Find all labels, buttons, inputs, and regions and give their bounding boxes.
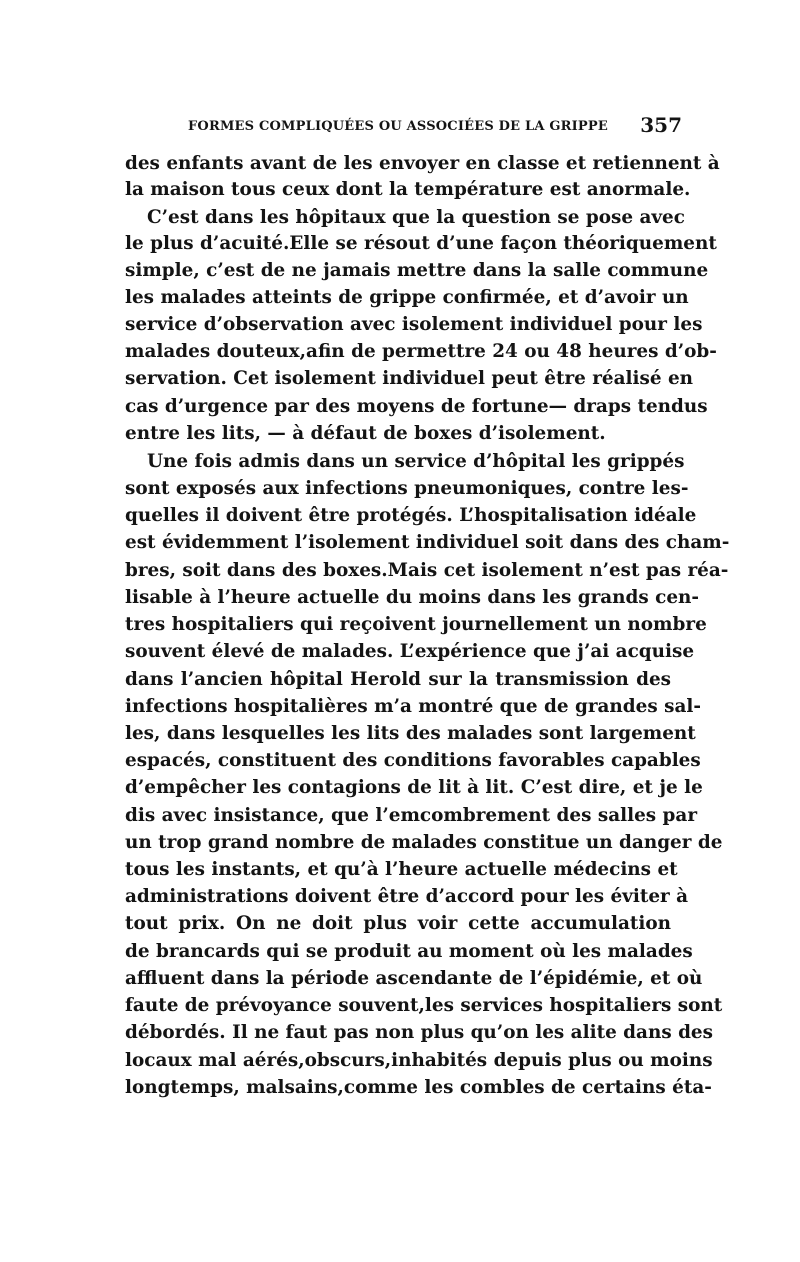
text-line: espacés, constituent des conditions favorables capables xyxy=(125,750,701,771)
text-line: débordés. Il ne faut pas non plus qu’on les alite dans des xyxy=(125,1022,713,1043)
text-line: un trop grand nombre de malades constitue un danger de xyxy=(125,832,723,853)
text-line: entre les lits, — à défaut de boxes d’isolement. xyxy=(125,423,606,444)
text-line: tous les instants, et qu’à l’heure actuelle médecins et xyxy=(125,859,678,880)
text-line: simple, c’est de ne jamais mettre dans la salle commune xyxy=(125,260,709,281)
text-line: servation. Cet isolement individuel peut être réalisé en xyxy=(125,368,694,389)
text-line: Une fois admis dans un service d’hôpital les grippés xyxy=(147,451,685,472)
text-line: service d’observation avec isolement individuel pour les xyxy=(125,314,703,335)
text-line: cas d’urgence par des moyens de fortune— draps tendus xyxy=(125,396,708,417)
text-line: d’empêcher les contagions de lit à lit. C’est dire, et je le xyxy=(125,777,703,798)
text-line: tres hospitaliers qui reçoivent journellement un nombre xyxy=(125,614,707,635)
text-line: infections hospitalières m’a montré que de grandes sal- xyxy=(125,696,702,717)
text-line: administrations doivent être d’accord pour les éviter à xyxy=(125,886,689,907)
text-line: C’est dans les hôpitaux que la question se pose avec xyxy=(147,207,685,228)
text-line: longtemps, malsains,comme les combles de certains éta- xyxy=(125,1077,712,1098)
text-line: locaux mal aérés,obscurs,inhabités depuis plus ou moins xyxy=(125,1050,713,1071)
page-number: 357 xyxy=(640,113,682,137)
text-line: souvent élevé de malades. L’expérience que j’ai acquise xyxy=(125,641,695,662)
text-line: des enfants avant de les envoyer en classe et retiennent à xyxy=(125,153,720,174)
text-line: de brancards qui se produit au moment où les malades xyxy=(125,941,693,962)
text-line: dans l’ancien hôpital Herold sur la transmission des xyxy=(125,669,671,690)
text-line: affluent dans la période ascendante de l’épidémie, et où xyxy=(125,968,703,989)
text-line: faute de prévoyance souvent,les services hospitaliers sont xyxy=(125,995,723,1016)
running-title: FORMES COMPLIQUÉES OU ASSOCIÉES DE LA GRIPPE xyxy=(188,119,608,134)
text-line: est évidemment l’isolement individuel soit dans des cham- xyxy=(125,532,730,553)
text-line: tout prix. On ne doit plus voir cette accumulation xyxy=(125,913,671,934)
text-line: le plus d’acuité.Elle se résout d’une façon théoriquement xyxy=(125,233,717,254)
text-line: les, dans lesquelles les lits des malades sont largement xyxy=(125,723,696,744)
text-line: sont exposés aux infections pneumoniques, contre les- xyxy=(125,478,689,499)
text-line: malades douteux,afin de permettre 24 ou 48 heures d’ob- xyxy=(125,341,717,362)
text-line: lisable à l’heure actuelle du moins dans les grands cen- xyxy=(125,587,700,608)
text-line: dis avec insistance, que l’emcombrement des salles par xyxy=(125,805,698,826)
text-line: les malades atteints de grippe confirmée, et d’avoir un xyxy=(125,287,689,308)
text-line: la maison tous ceux dont la température est anormale. xyxy=(125,179,691,200)
text-line: quelles il doivent être protégés. L’hospitalisation idéale xyxy=(125,505,697,526)
text-line: bres, soit dans des boxes.Mais cet isolement n’est pas réa- xyxy=(125,560,729,581)
